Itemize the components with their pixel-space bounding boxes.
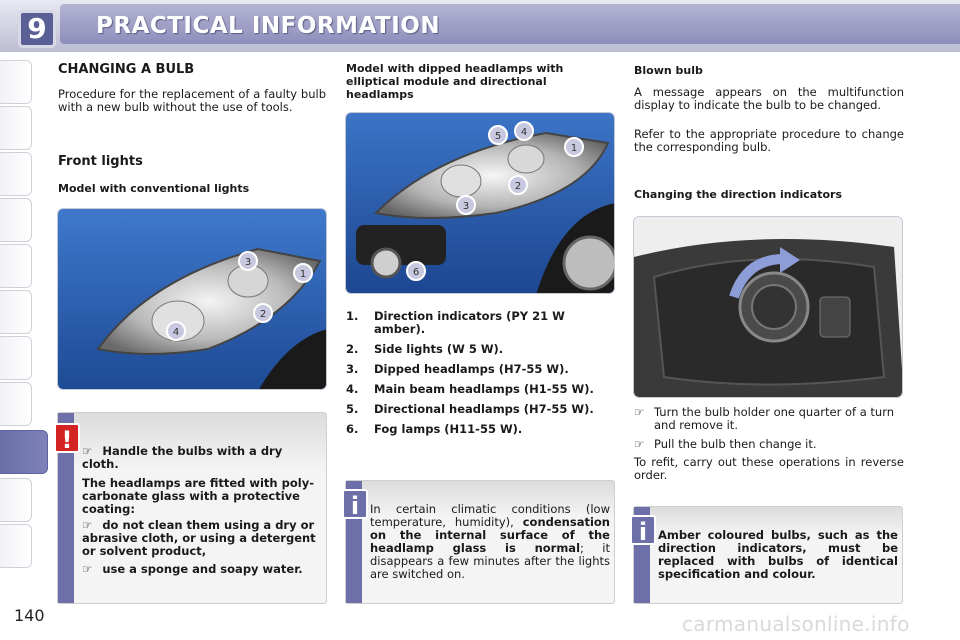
side-tabs	[0, 60, 32, 580]
pointing-hand-icon: ☞	[82, 518, 93, 532]
photo-direction-indicator	[633, 216, 903, 398]
callout-1-label: 1	[299, 269, 307, 280]
callout-4-label: 4	[520, 127, 528, 138]
side-tab-4[interactable]	[0, 198, 32, 242]
list-item: 5. Directional headlamps (H7-55 W).	[346, 402, 594, 416]
callout-2-label: 2	[514, 181, 522, 192]
list-item: 2. Side lights (W 5 W).	[346, 342, 504, 356]
warning-bullet-1: ☞ Handle the bulbs with a dry cloth.	[82, 444, 283, 471]
blown-bulb-text-2: Refer to the appropriate procedure to change the corresponding bulb.	[634, 127, 904, 154]
side-tab-10[interactable]	[0, 478, 32, 522]
direction-step-1: ☞ Turn the bulb holder one quarter of a turn and remove it.	[634, 405, 895, 432]
side-tab-11[interactable]	[0, 524, 32, 568]
model-conventional-heading: Model with conventional lights	[58, 182, 250, 195]
pointing-hand-icon: ☞	[634, 437, 645, 451]
side-tab-7[interactable]	[0, 336, 32, 380]
amber-bulbs-text: Amber coloured bulbs, such as the direction indicators, must be replaced with bulbs of identical specification and colour.	[658, 528, 898, 581]
callout-4-label: 4	[172, 327, 180, 338]
callout-2-label: 2	[259, 309, 267, 320]
callout-6-label: 6	[412, 267, 420, 278]
side-tab-1[interactable]	[0, 60, 32, 104]
direction-step-2: ☞ Pull the bulb then change it.	[634, 437, 817, 451]
pointing-hand-icon: ☞	[82, 444, 93, 458]
blown-bulb-heading: Blown bulb	[634, 64, 703, 77]
photo-elliptical-headlamp	[345, 112, 615, 294]
watermark: carmanualsonline.info	[682, 612, 910, 636]
amber-bulbs-info-box	[633, 506, 903, 604]
page-title: PRACTICAL INFORMATION	[96, 13, 441, 39]
refit-text: To refit, carry out these operations in reverse order.	[634, 455, 904, 482]
side-tab-3[interactable]	[0, 152, 32, 196]
callout-5-label: 5	[494, 131, 502, 142]
info-icon: i	[342, 489, 368, 519]
side-tab-9-active[interactable]	[0, 430, 48, 474]
list-item: 3. Dipped headlamps (H7-55 W).	[346, 362, 569, 376]
direction-indicators-heading: Changing the direction indicators	[634, 188, 842, 201]
list-item: 1. Direction indicators (PY 21 W amber).	[346, 309, 565, 336]
warning-box	[57, 412, 327, 604]
page-number: 140	[14, 606, 45, 625]
list-item: 6. Fog lamps (H11-55 W).	[346, 422, 523, 436]
warning-bullet-3: ☞ use a sponge and soapy water.	[82, 562, 303, 576]
warning-bullet-2: ☞ do not clean them using a dry or abrasive cloth, or using a detergent or solvent product,	[82, 518, 316, 558]
side-tab-2[interactable]	[0, 106, 32, 150]
condensation-text: In certain climatic conditions (low temperature, humidity), condensation on the internal surface of the headlamp glass is normal; it disappears a few minutes after the lights are switched on.	[370, 502, 610, 581]
front-lights-heading: Front lights	[58, 154, 143, 169]
model-elliptical-heading: Model with dipped headlamps with elliptical module and directional headlamps	[346, 62, 564, 101]
callout-3-label: 3	[244, 257, 252, 268]
callout-1-label: 1	[570, 143, 578, 154]
section-title: CHANGING A BULB	[58, 62, 195, 77]
pointing-hand-icon: ☞	[82, 562, 93, 576]
side-tab-8[interactable]	[0, 382, 32, 426]
info-icon: i	[630, 515, 656, 545]
warning-icon: !	[54, 423, 80, 453]
condensation-info-box	[345, 480, 615, 604]
blown-bulb-text-1: A message appears on the multifunction display to indicate the bulb to be changed.	[634, 85, 904, 112]
callout-3-label: 3	[462, 201, 470, 212]
chapter-badge: 9	[18, 10, 56, 48]
pointing-hand-icon: ☞	[634, 405, 645, 419]
bulb-list	[346, 310, 616, 443]
photo-conventional-headlamp	[57, 208, 327, 390]
side-tab-6[interactable]	[0, 290, 32, 334]
side-tab-5[interactable]	[0, 244, 32, 288]
warning-text-2: The headlamps are fitted with poly-carbonate glass with a protective coating:	[82, 476, 314, 516]
list-item: 4. Main beam headlamps (H1-55 W).	[346, 382, 594, 396]
intro-paragraph: Procedure for the replacement of a faulty bulb with a new bulb without the use of tools.	[58, 87, 326, 114]
